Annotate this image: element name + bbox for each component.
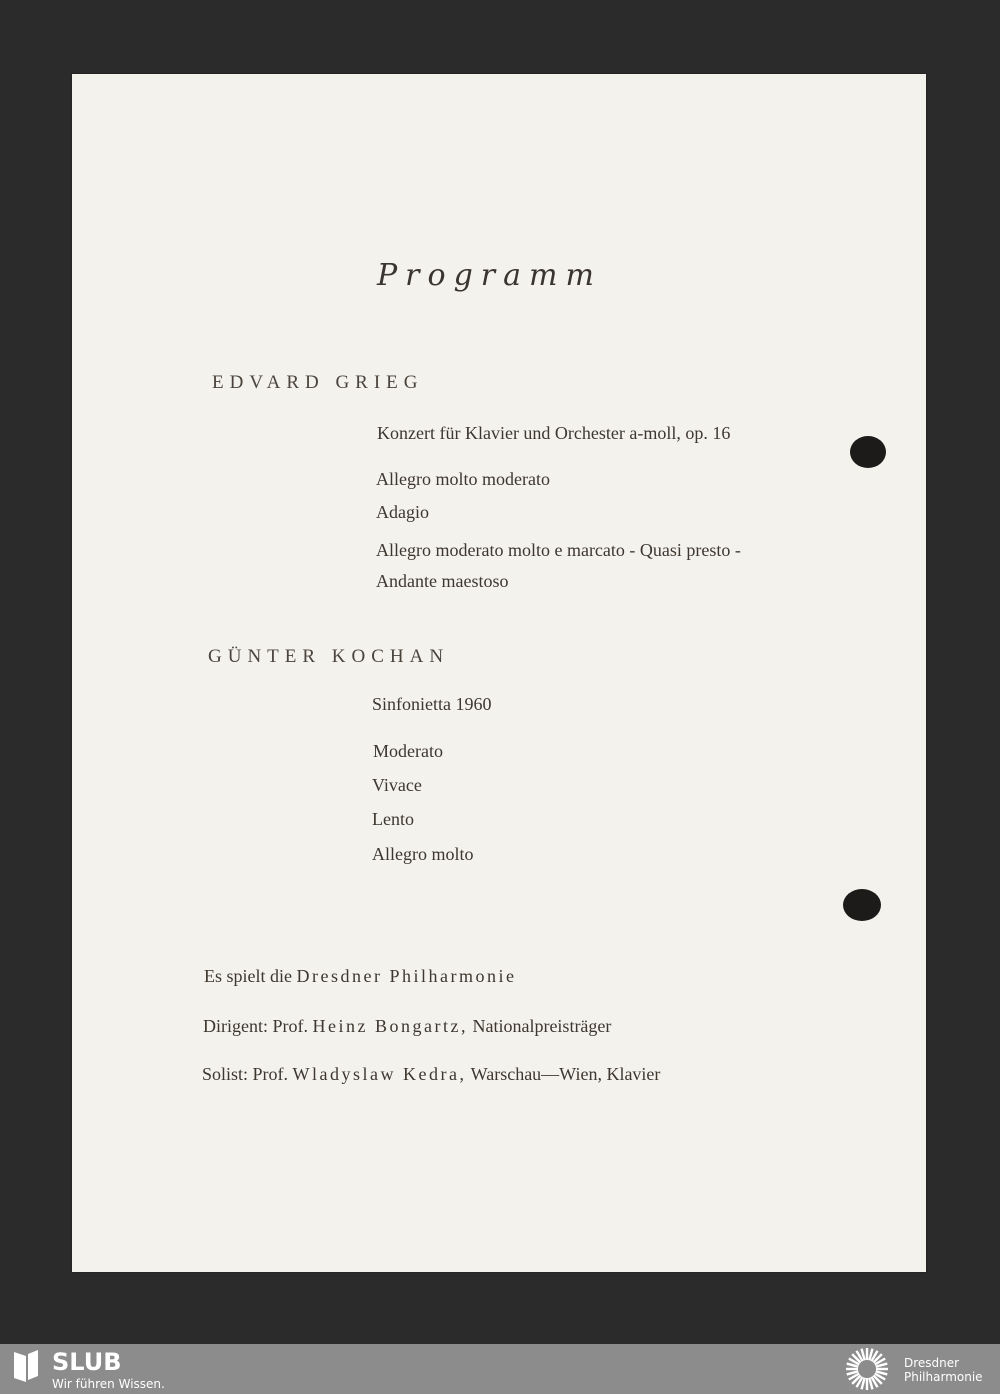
soloist-name: Wladyslaw Kedra, <box>292 1064 467 1084</box>
conductor-name: Heinz Bongartz, <box>312 1016 468 1036</box>
library-slogan: Wir führen Wissen. <box>52 1377 165 1391</box>
movement-item: Vivace <box>372 775 422 795</box>
soloist-label: Solist: <box>202 1064 249 1084</box>
conductor-title: Prof. <box>272 1016 308 1036</box>
composer-grieg: EDVARD GRIEG <box>212 372 424 393</box>
orchestra-prefix: Es spielt die <box>204 966 292 986</box>
punch-hole <box>843 889 881 921</box>
conductor-line <box>203 1016 611 1037</box>
orchestra-name: Dresdner Philharmonie <box>296 966 517 986</box>
work-title-grieg: Konzert für Klavier und Orchester a-moll, op. 16 <box>377 423 731 443</box>
page-title: Programm <box>377 258 602 293</box>
program-sheet <box>72 74 926 1272</box>
library-name[interactable]: SLUB <box>52 1348 122 1376</box>
soloist-title: Prof. <box>252 1064 289 1084</box>
punch-hole <box>850 436 886 468</box>
sunburst-logo-icon[interactable] <box>842 1346 892 1392</box>
movement-item: Moderato <box>373 741 443 761</box>
movement-item: Allegro molto <box>372 844 474 864</box>
work-title-kochan: Sinfonietta 1960 <box>372 694 492 714</box>
soloist-detail: Warschau—Wien, Klavier <box>470 1064 661 1084</box>
composer-kochan: GÜNTER KOCHAN <box>208 646 450 667</box>
partner-name-line1: Dresdner <box>904 1356 960 1370</box>
movement-item: Adagio <box>376 502 429 522</box>
movement-item: Allegro molto moderato <box>376 469 550 489</box>
movement-item: Lento <box>372 809 414 829</box>
soloist-line <box>202 1064 660 1085</box>
partner-name[interactable] <box>904 1356 983 1384</box>
partner-name-line2: Philharmonie <box>904 1370 983 1384</box>
book-icon[interactable] <box>12 1348 40 1384</box>
conductor-label: Dirigent: <box>203 1016 268 1036</box>
movement-item: Allegro moderato molto e marcato - Quasi presto - <box>376 540 741 560</box>
conductor-award: Nationalpreisträger <box>472 1016 612 1036</box>
movement-item: Andante maestoso <box>376 571 509 591</box>
orchestra-line <box>204 966 516 987</box>
